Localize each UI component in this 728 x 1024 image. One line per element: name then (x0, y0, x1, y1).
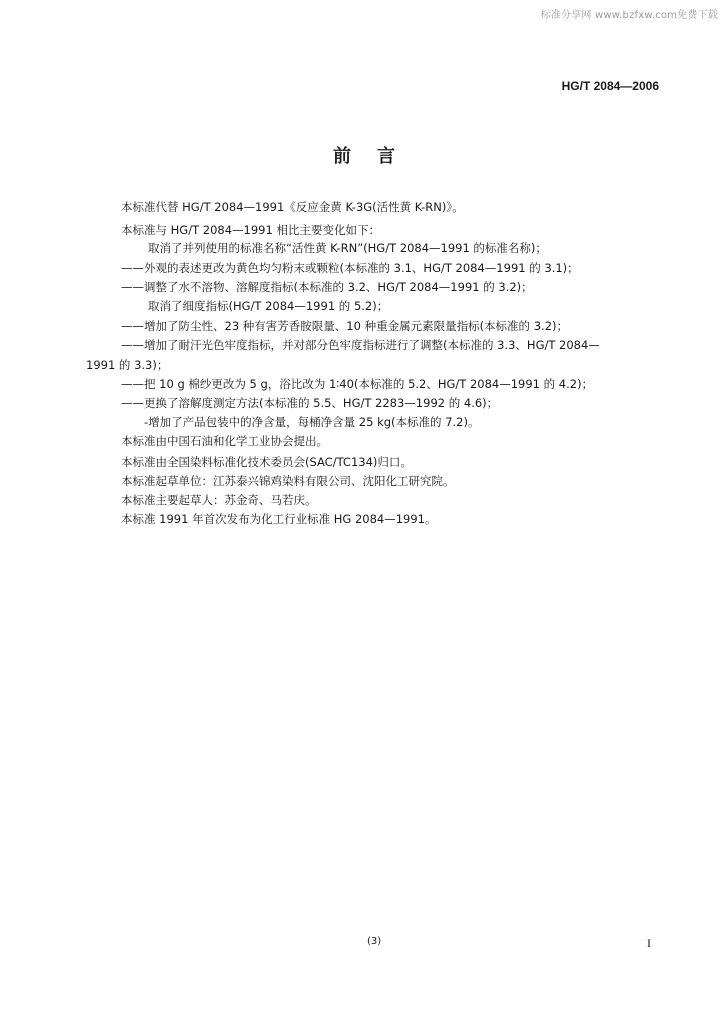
paragraph-line: ——增加了防尘性、23 种有害芳香胺限量、10 种重金属元素限量指标(本标准的 3.2)； (121, 319, 568, 333)
paragraph-line: 本标准由全国染料标准化技术委员会(SAC/TC134)归口。 (121, 455, 412, 469)
paragraph-line: ——把 10 g 棉纱更改为 5 g，浴比改为 1∶40(本标准的 5.2、HG/T 2084—1991 的 4.2)； (121, 377, 594, 391)
roman-page-number: I (647, 936, 651, 950)
watermark-text: 标准分享网 www.bzfxw.com免费下载 (540, 10, 718, 21)
paragraph-line: ——更换了溶解度测定方法(本标准的 5.5、HG/T 2283—1992 的 4.6)； (121, 396, 499, 410)
paragraph-line: 本标准代替 HG/T 2084—1991《反应金黄 K-3G(活性黄 K-RN)》。 (121, 200, 464, 214)
paragraph-line: 本标准 1991 年首次发布为化工行业标准 HG 2084—1991。 (121, 512, 437, 526)
paragraph-line: 本标准与 HG/T 2084—1991 相比主要变化如下： (121, 223, 380, 237)
paragraph-line: 取消了并列使用的标准名称“活性黄 K-RN”(HG/T 2084—1991 的标准名称)； (148, 241, 547, 255)
paragraph-line: 本标准主要起草人：苏金奇、马若庆。 (121, 493, 317, 507)
paragraph-line: ——外观的表述更改为黄色均匀粉末或颗粒(本标准的 3.1、HG/T 2084—1991 的 3.1)； (121, 261, 579, 275)
paragraph-line: -增加了产品包装中的净含量，每桶净含量 25 kg(本标准的 7.2)。 (144, 415, 480, 429)
paragraph-line: ——增加了耐汗光色牢度指标，并对部分色牢度指标进行了调整(本标准的 3.3、HG/T 2084— (121, 338, 600, 352)
standard-code: HG/T 2084—2006 (561, 79, 659, 93)
paragraph-line: ——调整了水不溶物、溶解度指标(本标准的 3.2、HG/T 2084—1991 的 3.2)； (121, 280, 533, 294)
page-number: (3) (367, 936, 382, 947)
paragraph-line: 取消了细度指标(HG/T 2084—1991 的 5.2)； (148, 299, 389, 313)
page-title: 前言 (333, 146, 421, 167)
paragraph-line: 本标准起草单位：江苏泰兴锦鸡染料有限公司、沈阳化工研究院。 (121, 474, 455, 488)
paragraph-line: 本标准由中国石油和化学工业协会提出。 (121, 434, 328, 448)
paragraph-line: 1991 的 3.3)； (86, 358, 169, 372)
